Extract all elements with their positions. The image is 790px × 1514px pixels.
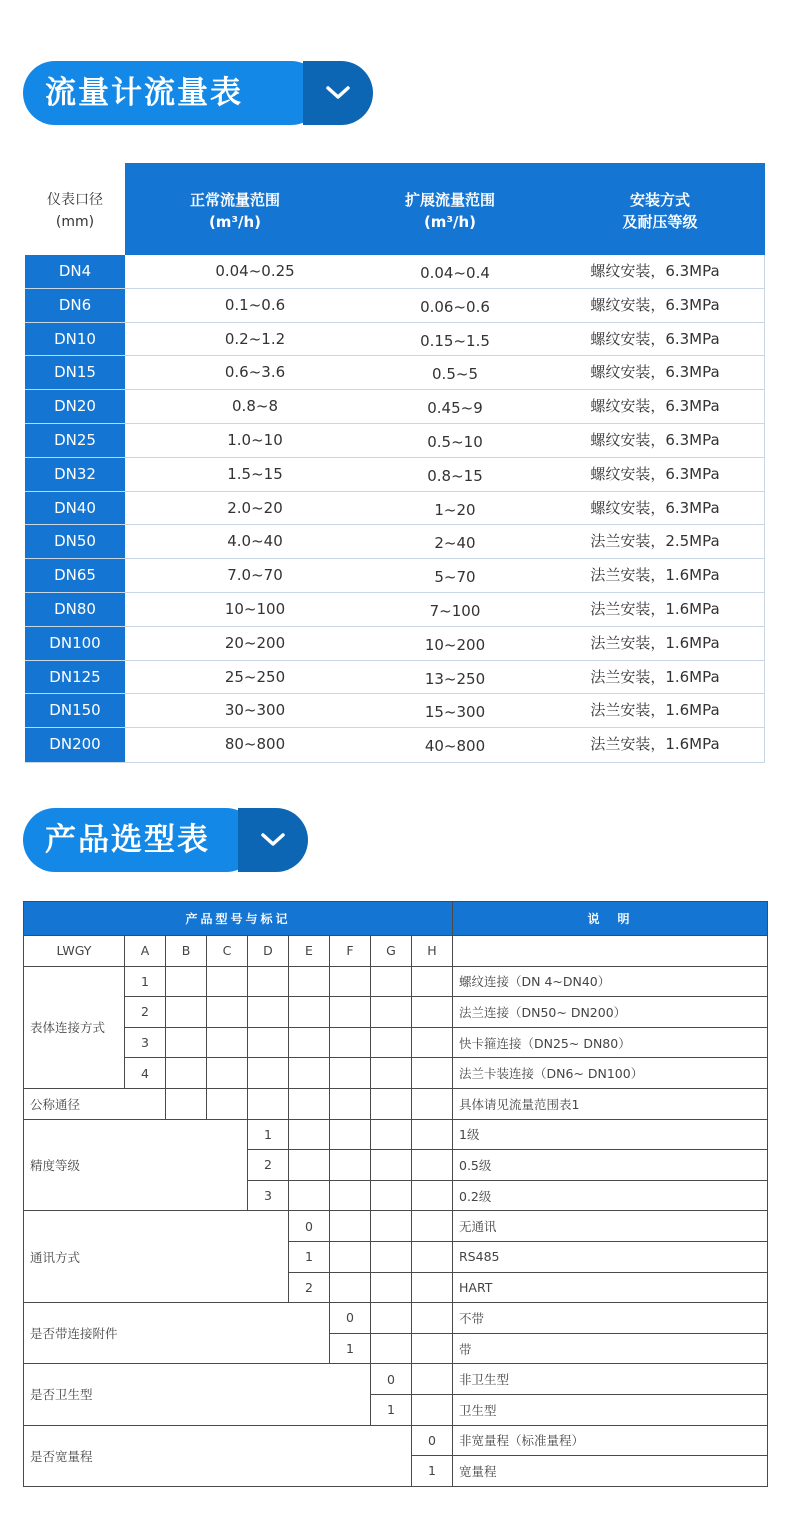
description-cell: 非宽量程（标准量程） xyxy=(453,1425,768,1456)
description-cell: 无通讯 xyxy=(453,1211,768,1242)
code-cell-empty xyxy=(412,1119,453,1150)
header-ext-range xyxy=(375,189,525,233)
flow-table-header xyxy=(25,163,765,255)
code-cell: 2 xyxy=(289,1272,330,1303)
table-row xyxy=(25,728,764,762)
table-row xyxy=(24,1364,768,1395)
code-cell: 0 xyxy=(412,1425,453,1456)
code-cell-empty xyxy=(412,1027,453,1058)
code-cell-empty xyxy=(289,1088,330,1119)
row-label: 公称通径 xyxy=(24,1088,166,1119)
cell-ext-range: 5~70 xyxy=(434,568,476,587)
code-cell: 0 xyxy=(330,1303,371,1334)
cell-mount: 螺纹安装，6.3MPa xyxy=(590,498,720,517)
cell-caliber: DN200 xyxy=(25,728,125,762)
cell-mount: 法兰安装，1.6MPa xyxy=(590,701,720,720)
cell-mount: 法兰安装，1.6MPa xyxy=(590,599,720,618)
cell-normal-range: 0.8~8 xyxy=(232,397,278,416)
cell-normal-range: 0.1~0.6 xyxy=(224,295,286,314)
code-cell: 1 xyxy=(125,966,166,997)
table-row xyxy=(24,966,768,997)
cell-mount: 螺纹安装，6.3MPa xyxy=(590,464,720,483)
description-cell: 宽量程 xyxy=(453,1456,768,1487)
cell-caliber: DN40 xyxy=(25,492,125,525)
row-label: 是否卫生型 xyxy=(24,1364,371,1425)
table-row xyxy=(24,902,768,936)
code-cell-empty xyxy=(330,1058,371,1089)
code-cell-empty xyxy=(412,1364,453,1395)
code-cell: 4 xyxy=(125,1058,166,1089)
cell-caliber: DN125 xyxy=(25,661,125,694)
cell-normal-range: 20~200 xyxy=(224,633,286,652)
description-cell: 快卡箍连接（DN25~ DN80） xyxy=(453,1027,768,1058)
code-cell-empty xyxy=(207,997,248,1028)
cell-normal-range: 1.0~10 xyxy=(227,430,283,449)
code-cell-empty xyxy=(289,1119,330,1150)
header-caliber xyxy=(25,189,125,233)
code-cell-empty xyxy=(371,1272,412,1303)
cell-normal-range: 80~800 xyxy=(224,735,286,754)
table-row xyxy=(25,559,764,593)
cell-caliber: DN80 xyxy=(25,593,125,626)
code-cell-empty xyxy=(371,1303,412,1334)
code-cell: 1 xyxy=(289,1241,330,1272)
header-mount xyxy=(585,189,735,233)
table-row xyxy=(25,492,764,526)
code-cell-empty xyxy=(289,1058,330,1089)
cell-normal-range: 0.04~0.25 xyxy=(215,262,295,280)
code-cell-empty xyxy=(248,1058,289,1089)
code-cell-empty xyxy=(412,1241,453,1272)
header-description: 说 明 xyxy=(453,902,768,936)
table-row xyxy=(25,255,764,289)
cell-caliber: DN4 xyxy=(25,255,125,288)
cell-ext-range: 10~200 xyxy=(424,635,486,654)
cell-caliber: DN150 xyxy=(25,694,125,727)
cell-ext-range: 7~100 xyxy=(429,601,481,620)
table-row xyxy=(25,525,764,559)
code-cell-empty xyxy=(371,966,412,997)
code-cell-empty xyxy=(330,1180,371,1211)
description-cell: 螺纹连接（DN 4~DN40） xyxy=(453,966,768,997)
code-cell-empty xyxy=(412,1272,453,1303)
code-cell-empty xyxy=(207,1058,248,1089)
model-selection-table xyxy=(23,901,768,1487)
code-cell-empty xyxy=(207,1088,248,1119)
cell-mount: 螺纹安装，6.3MPa xyxy=(590,295,720,314)
code-column-header: LWGY xyxy=(24,936,125,967)
code-cell-empty xyxy=(371,997,412,1028)
cell-ext-range: 15~300 xyxy=(424,703,486,722)
code-cell-empty xyxy=(166,1058,207,1089)
code-cell-empty xyxy=(412,1333,453,1364)
table-row xyxy=(25,627,764,661)
cell-caliber: DN50 xyxy=(25,525,125,558)
code-cell-empty xyxy=(248,1088,289,1119)
cell-caliber: DN100 xyxy=(25,627,125,660)
code-cell-empty xyxy=(330,1241,371,1272)
table-row xyxy=(24,1058,768,1089)
description-cell: RS485 xyxy=(453,1241,768,1272)
code-cell-empty xyxy=(166,1088,207,1119)
cell-mount: 螺纹安装，6.3MPa xyxy=(590,329,720,348)
code-column-header: C xyxy=(207,936,248,967)
section-header-flow xyxy=(23,61,373,125)
code-column-header: G xyxy=(371,936,412,967)
code-cell: 3 xyxy=(125,1027,166,1058)
section-header-select xyxy=(23,808,308,872)
cell-ext-range: 0.5~10 xyxy=(427,432,483,451)
cell-ext-range: 13~250 xyxy=(424,669,486,688)
code-cell-empty xyxy=(330,966,371,997)
cell-caliber: DN20 xyxy=(25,390,125,423)
description-cell xyxy=(453,936,768,967)
code-cell-empty xyxy=(166,1027,207,1058)
code-cell-empty xyxy=(412,1088,453,1119)
header-ext-label: 扩展流量范围 xyxy=(404,191,495,209)
cell-ext-range: 1~20 xyxy=(434,500,476,519)
code-cell-empty xyxy=(289,1150,330,1181)
cell-normal-range: 4.0~40 xyxy=(227,532,283,551)
cell-normal-range: 0.2~1.2 xyxy=(224,329,286,348)
code-cell-empty xyxy=(371,1119,412,1150)
flow-range-table xyxy=(25,163,765,763)
code-cell-empty xyxy=(207,966,248,997)
description-cell: 不带 xyxy=(453,1303,768,1334)
code-cell-empty xyxy=(371,1333,412,1364)
code-cell-empty xyxy=(371,1180,412,1211)
header-caliber-unit: (mm) xyxy=(55,214,95,230)
description-cell: 具体请见流量范围表1 xyxy=(453,1088,768,1119)
code-cell-empty xyxy=(330,1027,371,1058)
code-column-header: A xyxy=(125,936,166,967)
header-normal-range xyxy=(165,189,305,233)
description-cell: 卫生型 xyxy=(453,1394,768,1425)
description-cell: 带 xyxy=(453,1333,768,1364)
expand-button[interactable] xyxy=(238,808,308,872)
table-row xyxy=(25,661,764,695)
cell-mount: 螺纹安装，6.3MPa xyxy=(590,262,720,280)
code-cell-empty xyxy=(330,1119,371,1150)
code-cell: 1 xyxy=(248,1119,289,1150)
section-title: 流量计流量表 xyxy=(45,75,243,111)
code-cell-empty xyxy=(412,966,453,997)
cell-mount: 螺纹安装，6.3MPa xyxy=(590,430,720,449)
code-cell-empty xyxy=(330,1272,371,1303)
description-cell: 非卫生型 xyxy=(453,1364,768,1395)
code-cell-empty xyxy=(330,997,371,1028)
code-cell-empty xyxy=(166,966,207,997)
cell-normal-range: 0.6~3.6 xyxy=(224,363,286,382)
description-cell: 法兰卡装连接（DN6~ DN100） xyxy=(453,1058,768,1089)
table-row xyxy=(25,424,764,458)
code-cell-empty xyxy=(412,1303,453,1334)
cell-ext-range: 0.15~1.5 xyxy=(420,331,490,350)
row-label: 是否宽量程 xyxy=(24,1425,412,1486)
cell-ext-range: 0.5~5 xyxy=(432,365,478,384)
code-column-header: E xyxy=(289,936,330,967)
chevron-down-icon xyxy=(325,85,351,101)
table-row xyxy=(25,323,764,357)
cell-ext-range: 2~40 xyxy=(434,534,476,553)
chevron-down-icon xyxy=(260,832,286,848)
table-row xyxy=(24,1303,768,1334)
code-cell: 1 xyxy=(330,1333,371,1364)
cell-normal-range: 10~100 xyxy=(224,599,286,618)
table-row xyxy=(24,936,768,967)
code-cell-empty xyxy=(371,1150,412,1181)
code-cell-empty xyxy=(371,1058,412,1089)
cell-caliber: DN6 xyxy=(25,289,125,322)
header-mount-grade: 及耐压等级 xyxy=(622,213,698,231)
code-cell: 2 xyxy=(125,997,166,1028)
header-normal-label: 正常流量范围 xyxy=(189,191,280,209)
header-ext-unit: (m³/h) xyxy=(423,213,477,231)
row-label: 是否带连接附件 xyxy=(24,1303,330,1364)
cell-caliber: DN32 xyxy=(25,458,125,491)
section-title-pill xyxy=(23,61,323,125)
cell-ext-range: 0.8~15 xyxy=(427,466,483,485)
table-row xyxy=(25,593,764,627)
cell-mount: 法兰安装，1.6MPa xyxy=(590,735,720,754)
cell-normal-range: 25~250 xyxy=(224,667,286,686)
table-row xyxy=(25,694,764,728)
code-column-header: D xyxy=(248,936,289,967)
code-column-header: H xyxy=(412,936,453,967)
code-cell-empty xyxy=(248,1027,289,1058)
cell-ext-range: 0.45~9 xyxy=(427,399,483,418)
code-cell-empty xyxy=(412,1180,453,1211)
table-row xyxy=(24,1088,768,1119)
code-cell-empty xyxy=(412,1211,453,1242)
code-cell-empty xyxy=(412,1058,453,1089)
code-cell-empty xyxy=(248,966,289,997)
code-cell-empty xyxy=(371,1241,412,1272)
code-cell-empty xyxy=(289,1180,330,1211)
code-cell-empty xyxy=(412,1394,453,1425)
flow-table-body xyxy=(25,255,765,763)
cell-normal-range: 1.5~15 xyxy=(227,464,283,483)
row-label: 通讯方式 xyxy=(24,1211,289,1303)
description-cell: 1级 xyxy=(453,1119,768,1150)
code-cell-empty xyxy=(371,1211,412,1242)
code-cell: 1 xyxy=(412,1456,453,1487)
section-title: 产品选型表 xyxy=(45,822,210,858)
code-cell-empty xyxy=(207,1027,248,1058)
table-row xyxy=(25,390,764,424)
row-label: 表体连接方式 xyxy=(24,966,125,1088)
cell-ext-range: 0.04~0.4 xyxy=(420,264,490,282)
table-row xyxy=(24,1425,768,1456)
code-cell: 0 xyxy=(371,1364,412,1395)
code-cell: 0 xyxy=(289,1211,330,1242)
cell-mount: 螺纹安装，6.3MPa xyxy=(590,363,720,382)
section-title-pill xyxy=(23,808,258,872)
description-cell: 法兰连接（DN50~ DN200） xyxy=(453,997,768,1028)
cell-mount: 法兰安装，1.6MPa xyxy=(590,566,720,585)
row-label: 精度等级 xyxy=(24,1119,248,1211)
code-cell-empty xyxy=(412,1150,453,1181)
code-cell: 1 xyxy=(371,1394,412,1425)
code-cell-empty xyxy=(289,1027,330,1058)
code-cell-empty xyxy=(330,1150,371,1181)
cell-normal-range: 30~300 xyxy=(224,701,286,720)
cell-ext-range: 40~800 xyxy=(424,737,486,756)
code-cell-empty xyxy=(330,1088,371,1119)
cell-ext-range: 0.06~0.6 xyxy=(420,297,490,316)
table-row xyxy=(25,458,764,492)
cell-mount: 法兰安装，2.5MPa xyxy=(590,532,720,551)
code-cell-empty xyxy=(289,966,330,997)
cell-mount: 法兰安装，1.6MPa xyxy=(590,667,720,686)
cell-mount: 螺纹安装，6.3MPa xyxy=(590,397,720,416)
header-mount-label: 安装方式 xyxy=(629,191,690,209)
code-cell: 2 xyxy=(248,1150,289,1181)
cell-caliber: DN10 xyxy=(25,323,125,356)
code-cell-empty xyxy=(412,997,453,1028)
code-cell-empty xyxy=(371,1027,412,1058)
cell-caliber: DN25 xyxy=(25,424,125,457)
table-row xyxy=(24,1211,768,1242)
table-row xyxy=(24,1027,768,1058)
header-model-marking: 产品型号与标记 xyxy=(24,902,453,936)
code-cell-empty xyxy=(289,997,330,1028)
code-cell-empty xyxy=(371,1088,412,1119)
table-row xyxy=(24,1119,768,1150)
cell-normal-range: 2.0~20 xyxy=(227,498,283,517)
header-normal-unit: (m³/h) xyxy=(208,213,262,231)
header-caliber-label: 仪表口径 xyxy=(47,192,103,208)
description-cell: HART xyxy=(453,1272,768,1303)
header-blue-band xyxy=(125,163,765,255)
code-column-header: F xyxy=(330,936,371,967)
cell-caliber: DN65 xyxy=(25,559,125,592)
cell-caliber: DN15 xyxy=(25,356,125,389)
code-cell: 3 xyxy=(248,1180,289,1211)
table-row xyxy=(25,289,764,323)
table-row xyxy=(25,356,764,390)
code-cell-empty xyxy=(330,1211,371,1242)
table-row xyxy=(24,997,768,1028)
description-cell: 0.5级 xyxy=(453,1150,768,1181)
code-cell-empty xyxy=(248,997,289,1028)
code-cell-empty xyxy=(166,997,207,1028)
description-cell: 0.2级 xyxy=(453,1180,768,1211)
cell-mount: 法兰安装，1.6MPa xyxy=(590,633,720,652)
expand-button[interactable] xyxy=(303,61,373,125)
cell-normal-range: 7.0~70 xyxy=(227,566,283,585)
code-column-header: B xyxy=(166,936,207,967)
